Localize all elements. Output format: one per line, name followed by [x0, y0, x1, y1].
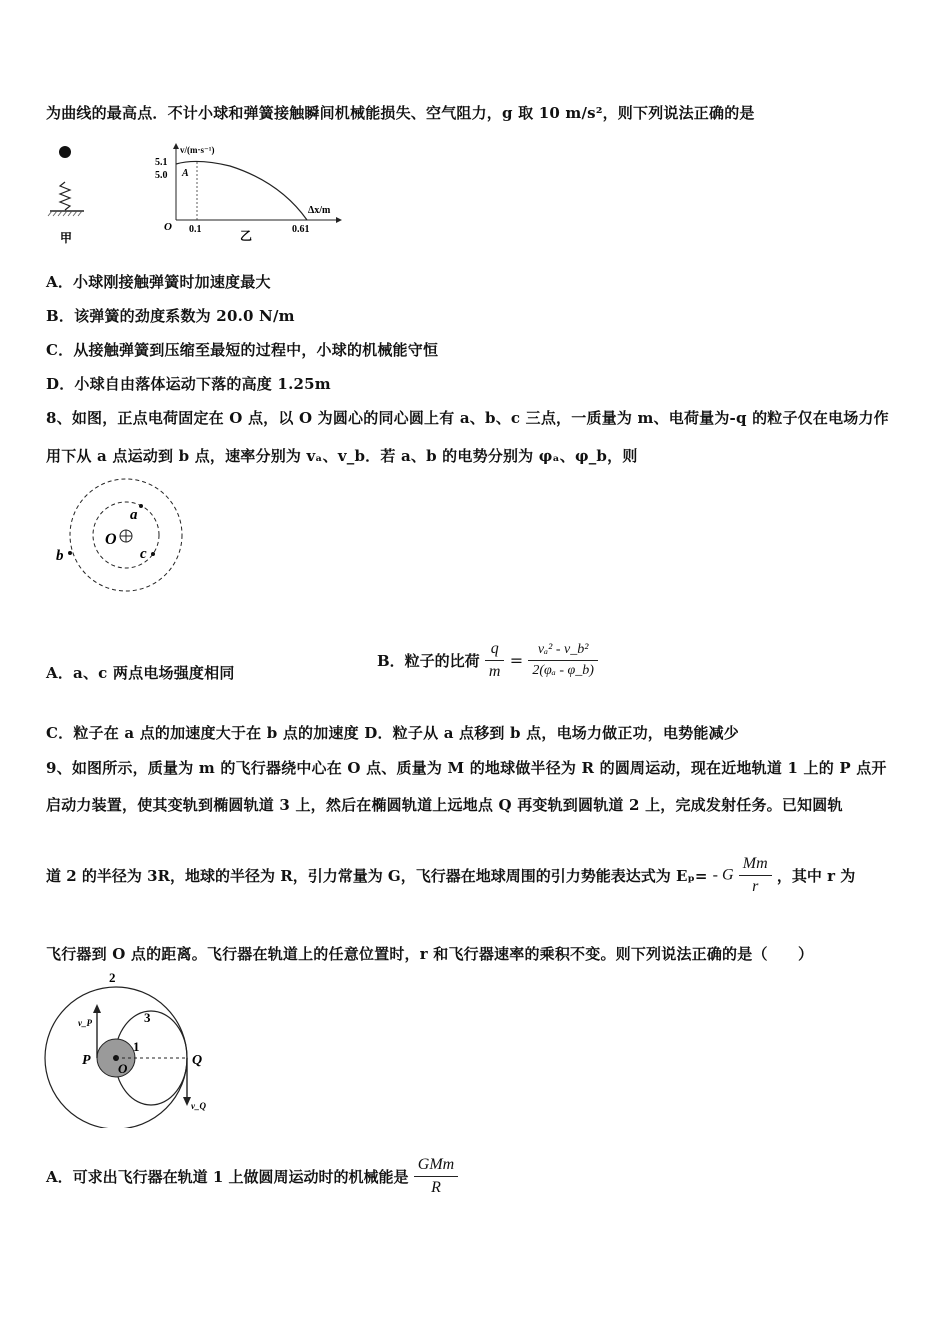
q9-line1: 9、如图所示，质量为 m 的飞行器绕中心在 O 点、质量为 M 的地球做半径为 R 的圆周运动，现在近地轨道 1 上的 P 点开	[46, 759, 887, 777]
label-a: a	[130, 507, 138, 523]
velocity-curve	[176, 161, 307, 220]
ball	[59, 146, 71, 158]
label-O: O	[118, 1061, 128, 1076]
q7-option-a: A．小球刚接触弹簧时加速度最大	[46, 273, 271, 291]
q9-ep-den: r	[752, 878, 759, 895]
label-Q: Q	[192, 1053, 203, 1068]
q9-line3-pre: 道 2 的半径为 3R，地球的半径为 R，引力常量为 G，飞行器在地球周围的引力势能表达式为 Eₚ=	[46, 867, 708, 885]
q8-option-b-text: B．粒子的比荷	[377, 652, 480, 670]
q8-line1: 8、如图，正点电荷固定在 O 点，以 O 为圆心的同心圆上有 a、b、c 三点，一质量为 m、电荷量为-q 的粒子仅在电场力作	[46, 409, 889, 427]
label-orbit-3: 3	[144, 1010, 151, 1025]
q8-lhs-den: m	[488, 663, 501, 680]
x-axis-label: Δx/m	[308, 205, 331, 216]
q8-rhs-num: vₐ² - v_b²	[528, 642, 598, 661]
q9-option-a-num: GMm	[414, 1156, 458, 1177]
label-P: P	[82, 1053, 91, 1068]
label-vQ: v_Q	[191, 1101, 206, 1111]
x-tick-0-1: 0.1	[189, 224, 202, 235]
q7-option-c: C．从接触弹簧到压缩至最短的过程中，小球的机械能守恒	[46, 341, 439, 359]
q9-option-a-fraction	[414, 1156, 458, 1197]
origin-label: O	[164, 221, 172, 233]
jia-label: 甲	[60, 231, 73, 245]
q8-option-b-lhs-fraction	[485, 640, 505, 681]
q9-ep-fraction	[739, 855, 772, 896]
y-axis-label: v/(m·s⁻¹)	[180, 145, 215, 155]
q9-line2: 启动力装置，使其变轨到椭圆轨道 3 上，然后在椭圆轨道上远地点 Q 再变轨到圆轨道 2 上，完成发射任务。已知圆轨	[46, 796, 843, 814]
y-tick-5-0: 5.0	[155, 170, 168, 181]
label-c: c	[140, 546, 147, 562]
q8-figure-concentric-circles	[50, 478, 190, 596]
q7-intro: 为曲线的最高点．不计小球和弹簧接触瞬间机械能损失、空气阻力，g 取 10 m/s²，则下列说法正确的是	[46, 104, 755, 122]
y-tick-5-1: 5.1	[155, 157, 168, 168]
label-orbit-1: 1	[133, 1039, 140, 1054]
label-orbit-2: 2	[109, 970, 116, 985]
spring	[60, 182, 70, 210]
q9-figure-orbits	[40, 968, 220, 1128]
q7-option-d: D．小球自由落体运动下落的高度 1.25m	[46, 375, 331, 393]
q8-rhs-den: 2(φₐ - φ_b)	[532, 663, 594, 678]
label-O: O	[105, 531, 117, 548]
label-b: b	[56, 548, 64, 564]
point-a-label: A	[182, 168, 189, 179]
q9-ep-minus-g: - G	[712, 866, 734, 884]
q9-ep-num: Mm	[739, 855, 772, 876]
q9-option-a	[46, 1156, 458, 1197]
q8-option-b-equals: =	[509, 651, 524, 670]
q8-option-b-rhs-fraction	[528, 642, 598, 679]
q8-line2: 用下从 a 点运动到 b 点，速率分别为 vₐ、v_b．若 a、b 的电势分别为 φₐ、φ_b，则	[46, 447, 638, 465]
q7-figure-jia	[44, 140, 104, 250]
q7-option-b: B．该弹簧的劲度系数为 20.0 N/m	[46, 307, 295, 325]
yi-label: 乙	[240, 229, 253, 243]
q9-option-a-text: A．可求出飞行器在轨道 1 上做圆周运动时的机械能是	[46, 1168, 409, 1186]
x-tick-0-61: 0.61	[292, 224, 310, 235]
q9-line3-post: ，其中 r 为	[776, 867, 856, 885]
q9-line4: 飞行器到 O 点的距离。飞行器在轨道上的任意位置时，r 和飞行器速率的乘积不变。则下列说法正确的是（ ）	[46, 945, 814, 963]
label-vP: v_P	[78, 1018, 92, 1028]
q8-lhs-num: q	[485, 640, 505, 661]
q8-option-a: A．a、c 两点电场强度相同	[46, 664, 235, 682]
q9-option-a-den: R	[431, 1179, 441, 1196]
q7-figure-yi	[150, 140, 350, 250]
q8-options-cd: C．粒子在 a 点的加速度大于在 b 点的加速度 D．粒子从 a 点移到 b 点，电场力做正功，电势能减少	[46, 724, 739, 742]
q9-line3	[46, 855, 855, 896]
q8-option-b	[377, 640, 598, 681]
